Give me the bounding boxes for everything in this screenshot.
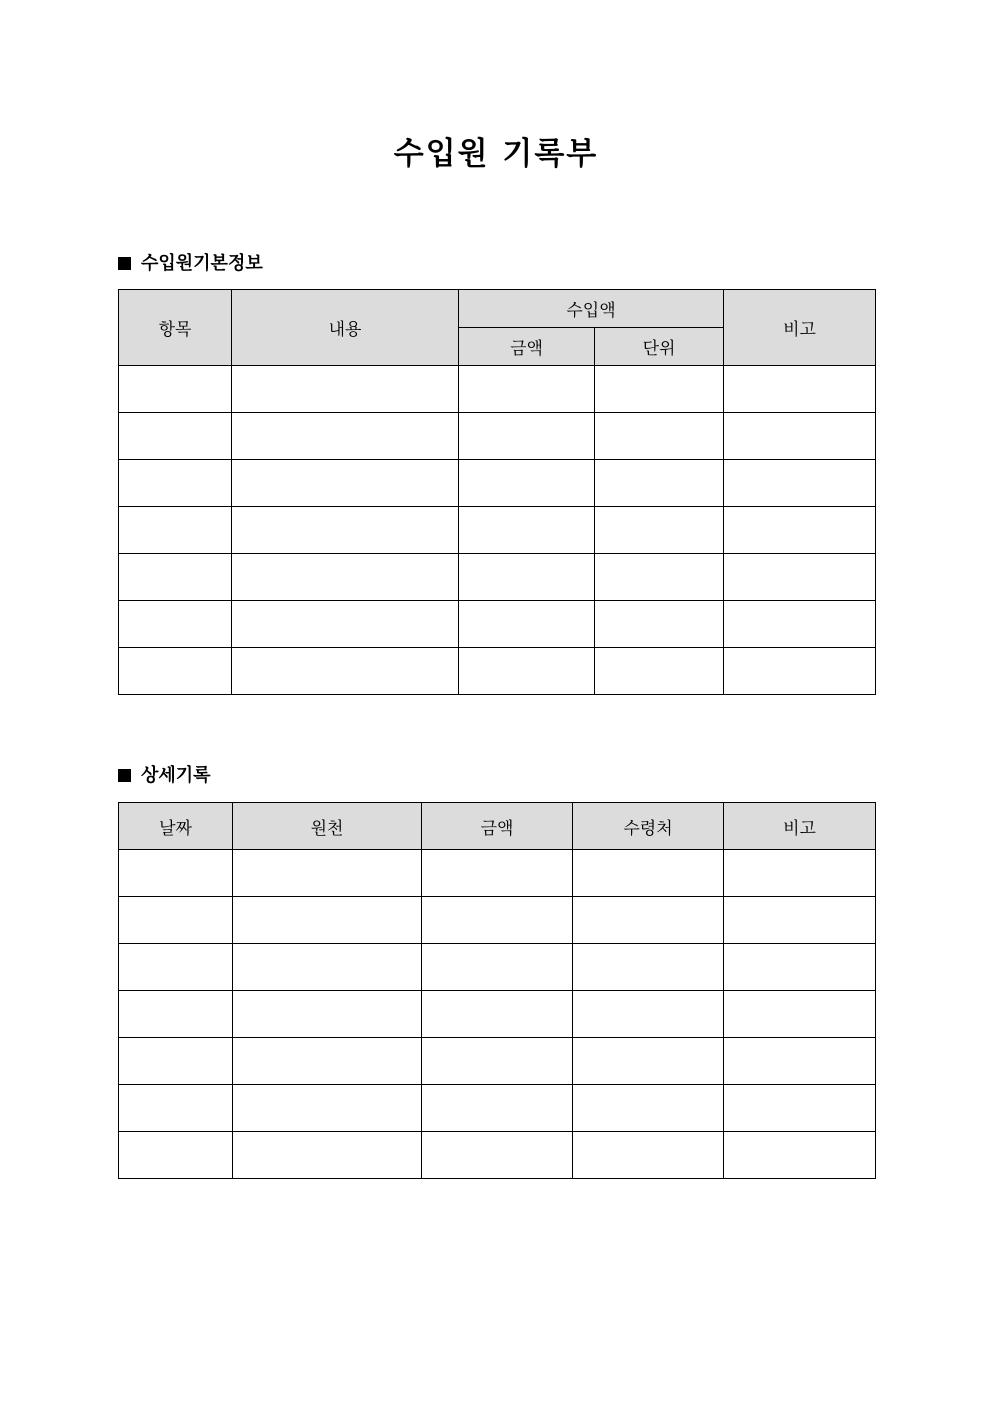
recipient-cell[interactable] <box>573 991 724 1038</box>
remarks-cell[interactable] <box>724 366 876 413</box>
amount-cell[interactable] <box>422 850 573 897</box>
unit-cell[interactable] <box>595 648 724 695</box>
remarks-cell[interactable] <box>724 1132 876 1179</box>
amount-cell[interactable] <box>459 413 595 460</box>
recipient-cell[interactable] <box>573 897 724 944</box>
section-heading-basic-info <box>118 252 263 276</box>
recipient-cell[interactable] <box>573 850 724 897</box>
remarks-cell[interactable] <box>724 944 876 991</box>
date-cell[interactable] <box>119 1038 233 1085</box>
table-row <box>119 366 876 413</box>
remarks-cell[interactable] <box>724 460 876 507</box>
item-cell[interactable] <box>119 648 232 695</box>
content-cell[interactable] <box>232 601 459 648</box>
remarks-cell[interactable] <box>724 413 876 460</box>
remarks-cell[interactable] <box>724 507 876 554</box>
table-row <box>119 1085 876 1132</box>
square-bullet-icon <box>118 257 131 270</box>
unit-cell[interactable] <box>595 460 724 507</box>
table-row <box>119 1132 876 1179</box>
amount-cell[interactable] <box>422 1085 573 1132</box>
table-row <box>119 601 876 648</box>
date-cell[interactable] <box>119 944 233 991</box>
amount-cell[interactable] <box>422 991 573 1038</box>
amount-cell[interactable] <box>422 1132 573 1179</box>
detail-records-table <box>118 802 876 1179</box>
table-row <box>119 897 876 944</box>
source-cell[interactable] <box>233 944 422 991</box>
header-amount: 금액 <box>422 803 573 850</box>
source-cell[interactable] <box>233 1132 422 1179</box>
date-cell[interactable] <box>119 1085 233 1132</box>
remarks-cell[interactable] <box>724 648 876 695</box>
item-cell[interactable] <box>119 460 232 507</box>
section-heading-label: 상세기록 <box>141 765 211 786</box>
header-amount: 금액 <box>459 328 595 366</box>
item-cell[interactable] <box>119 601 232 648</box>
date-cell[interactable] <box>119 1132 233 1179</box>
remarks-cell[interactable] <box>724 850 876 897</box>
unit-cell[interactable] <box>595 366 724 413</box>
source-cell[interactable] <box>233 1085 422 1132</box>
recipient-cell[interactable] <box>573 1085 724 1132</box>
table-row <box>119 413 876 460</box>
section-heading-label: 수입원기본정보 <box>141 253 263 274</box>
remarks-cell[interactable] <box>724 1038 876 1085</box>
header-content: 내용 <box>232 290 459 366</box>
amount-cell[interactable] <box>459 460 595 507</box>
amount-cell[interactable] <box>459 601 595 648</box>
remarks-cell[interactable] <box>724 554 876 601</box>
table-row <box>119 507 876 554</box>
recipient-cell[interactable] <box>573 1132 724 1179</box>
item-cell[interactable] <box>119 366 232 413</box>
table-row <box>119 991 876 1038</box>
amount-cell[interactable] <box>459 554 595 601</box>
source-cell[interactable] <box>233 850 422 897</box>
unit-cell[interactable] <box>595 507 724 554</box>
table-row <box>119 1038 876 1085</box>
table-row <box>119 850 876 897</box>
amount-cell[interactable] <box>422 897 573 944</box>
unit-cell[interactable] <box>595 554 724 601</box>
section-heading-detail-records <box>118 764 211 788</box>
header-date: 날짜 <box>119 803 233 850</box>
content-cell[interactable] <box>232 507 459 554</box>
remarks-cell[interactable] <box>724 601 876 648</box>
recipient-cell[interactable] <box>573 1038 724 1085</box>
content-cell[interactable] <box>232 413 459 460</box>
header-remarks: 비고 <box>724 803 876 850</box>
detail-records-table-body <box>119 850 876 1179</box>
amount-cell[interactable] <box>422 944 573 991</box>
source-cell[interactable] <box>233 1038 422 1085</box>
date-cell[interactable] <box>119 850 233 897</box>
document-title: 수입원 기록부 <box>393 136 599 172</box>
source-cell[interactable] <box>233 897 422 944</box>
header-source: 원천 <box>233 803 422 850</box>
content-cell[interactable] <box>232 460 459 507</box>
source-cell[interactable] <box>233 991 422 1038</box>
basic-info-table-body <box>119 366 876 695</box>
remarks-cell[interactable] <box>724 991 876 1038</box>
amount-cell[interactable] <box>422 1038 573 1085</box>
item-cell[interactable] <box>119 554 232 601</box>
table-row <box>119 554 876 601</box>
content-cell[interactable] <box>232 648 459 695</box>
amount-cell[interactable] <box>459 366 595 413</box>
amount-cell[interactable] <box>459 648 595 695</box>
header-unit: 단위 <box>595 328 724 366</box>
header-remarks: 비고 <box>724 290 876 366</box>
unit-cell[interactable] <box>595 601 724 648</box>
basic-info-table <box>118 289 876 695</box>
remarks-cell[interactable] <box>724 897 876 944</box>
item-cell[interactable] <box>119 413 232 460</box>
amount-cell[interactable] <box>459 507 595 554</box>
square-bullet-icon <box>118 769 131 782</box>
date-cell[interactable] <box>119 991 233 1038</box>
content-cell[interactable] <box>232 554 459 601</box>
unit-cell[interactable] <box>595 413 724 460</box>
table-row <box>119 648 876 695</box>
recipient-cell[interactable] <box>573 944 724 991</box>
header-income-amount: 수입액 <box>459 290 724 328</box>
table-row <box>119 944 876 991</box>
content-cell[interactable] <box>232 366 459 413</box>
date-cell[interactable] <box>119 897 233 944</box>
item-cell[interactable] <box>119 507 232 554</box>
header-recipient: 수령처 <box>573 803 724 850</box>
table-row <box>119 460 876 507</box>
header-item: 항목 <box>119 290 232 366</box>
remarks-cell[interactable] <box>724 1085 876 1132</box>
